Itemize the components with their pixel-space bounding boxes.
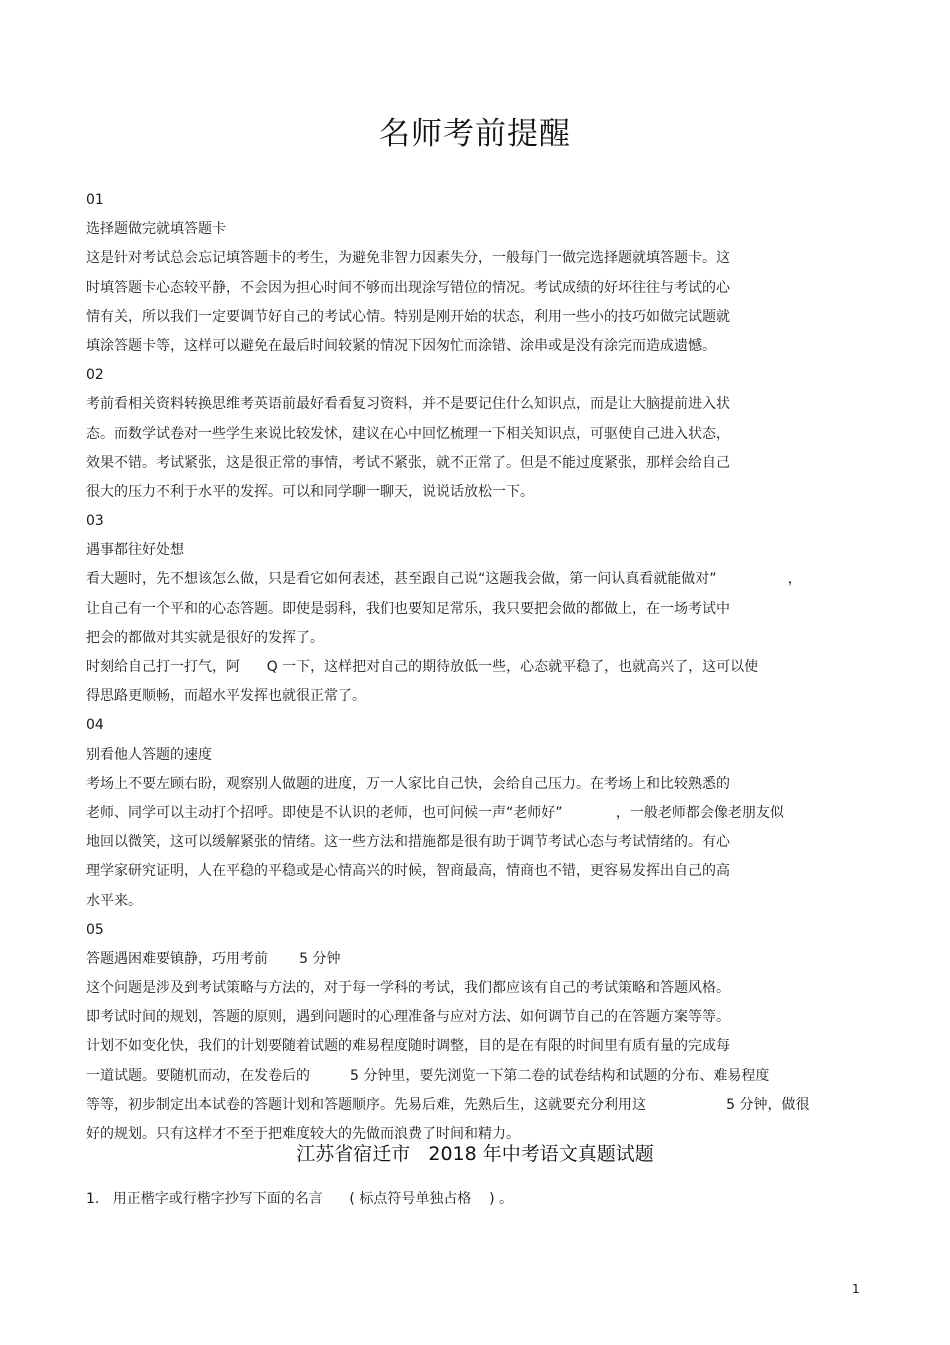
paragraph-line: 地回以微笑，这可以缓解紧张的情绪。这一些方法和措施都是很有助于调节考试心态与考试情绪的。有心 [86,834,730,851]
paragraph-line: 老师、同学可以主动打个招呼。即使是不认识的老师，也可问候一声“老师好” ，一般老师都会像老朋友似 [86,804,784,821]
section-02 [86,361,866,507]
paragraph-line: 这个问题是涉及到考试策略与方法的，对于每一学科的考试，我们都应该有自己的考试策略和答题风格。 [86,980,730,997]
section-number: 03 [86,513,104,530]
paragraph-line: 计划不如变化快，我们的计划要随着试题的难易程度随时调整，目的是在有限的时间里有质有量的完成每 [86,1038,730,1055]
paragraph-line: 看大题时，先不想该怎么做，只是看它如何表述，甚至跟自己说“这题我会做，第一问认真看就能做对” ， [86,571,802,588]
paragraph-line: 这是针对考试总会忘记填答题卡的考生，为避免非智力因素失分，一般每门一做完选择题就填答题卡。这 [86,250,730,267]
paragraph-line: 情有关，所以我们一定要调节好自己的考试心情。特别是刚开始的状态，利用一些小的技巧如做完试题就 [86,308,730,325]
paragraph-line: 一道试题。要随机而动，在发卷后的 5 分钟里，要先浏览一下第二卷的试卷结构和试题的分布、难易程度 [86,1067,770,1084]
section-05 [86,916,866,1150]
paragraph-line: 效果不错。考试紧张，这是很正常的事情，考试不紧张，就不正常了。但是不能过度紧张，那样会给自己 [86,454,730,471]
section-03 [86,507,866,711]
paragraph-line: 理学家研究证明，人在平稳的平稳或是心情高兴的时候，智商最高，情商也不错，更容易发挥出自己的高 [86,863,730,880]
paragraph-line: 态。而数学试卷对一些学生来说比较发怵，建议在心中回忆梳理一下相关知识点，可驱使自己进入状态， [86,425,730,442]
section-number: 01 [86,192,104,208]
article-body [86,186,866,1149]
section-number: 04 [86,717,104,734]
paragraph-line: 即考试时间的规划，答题的原则，遇到问题时的心理准备与应对方法、如何调节自己的在答题方案等等。 [86,1009,730,1026]
paragraph-line: 考场上不要左顾右盼，观察别人做题的进度，万一人家比自己快，会给自己压力。在考场上和比较熟悉的 [86,775,730,792]
section-number: 05 [86,921,104,938]
section-heading: 别看他人答题的速度 [86,746,212,763]
section-heading: 遇事都往好处想 [86,542,184,559]
paragraph-line: 填涂答题卡等，这样可以避免在最后时间较紧的情况下因匆忙而涂错、涂串或是没有涂完而造成遗憾。 [86,337,716,354]
section-heading: 答题遇困难要镇静，巧用考前 5 分钟 [86,950,341,967]
paragraph-line: 水平来。 [86,892,142,909]
section-heading: 选择题做完就填答题卡 [86,221,226,238]
section-number: 02 [86,367,104,384]
paragraph-line: 等等，初步制定出本试卷的答题计划和答题顺序。先易后难，先熟后生，这就要充分利用这 5 分钟，做很 [86,1096,810,1113]
paragraph-line: 把会的都做对其实就是很好的发挥了。 [86,629,324,646]
exam-title: 江苏省宿迁市 2018 年中考语文真题试题 [296,1143,654,1165]
page-number: 1 [852,1282,860,1296]
question-1: 1. 用正楷字或行楷字抄写下面的名言 ( 标点符号单独占格 ) 。 [86,1191,514,1207]
paragraph-line: 时刻给自己打一打气，阿 Q 一下，这样把对自己的期待放低一些，心态就平稳了，也就高兴了，这可以使 [86,659,759,675]
paragraph-line: 很大的压力不利于水平的发挥。可以和同学聊一聊天，说说话放松一下。 [86,483,534,500]
page-title: 名师考前提醒 [379,116,571,152]
paragraph-line: 考前看相关资料转换思维考英语前最好看看复习资料，并不是要记住什么知识点，而是让大脑提前进入状 [86,396,730,413]
paragraph-line: 让自己有一个平和的心态答题。即使是弱科，我们也要知足常乐，我只要把会做的都做上，在一场考试中 [86,600,730,617]
paragraph-line: 得思路更顺畅，而超水平发挥也就很正常了。 [86,688,366,705]
paragraph-line: 时填答题卡心态较平静，不会因为担心时间不够而出现涂写错位的情况。考试成绩的好坏往往与考试的心 [86,279,730,296]
section-04 [86,711,866,915]
section-01 [86,186,866,361]
paragraph-line: 好的规划。只有这样才不至于把难度较大的先做而浪费了时间和精力。 [86,1126,520,1142]
